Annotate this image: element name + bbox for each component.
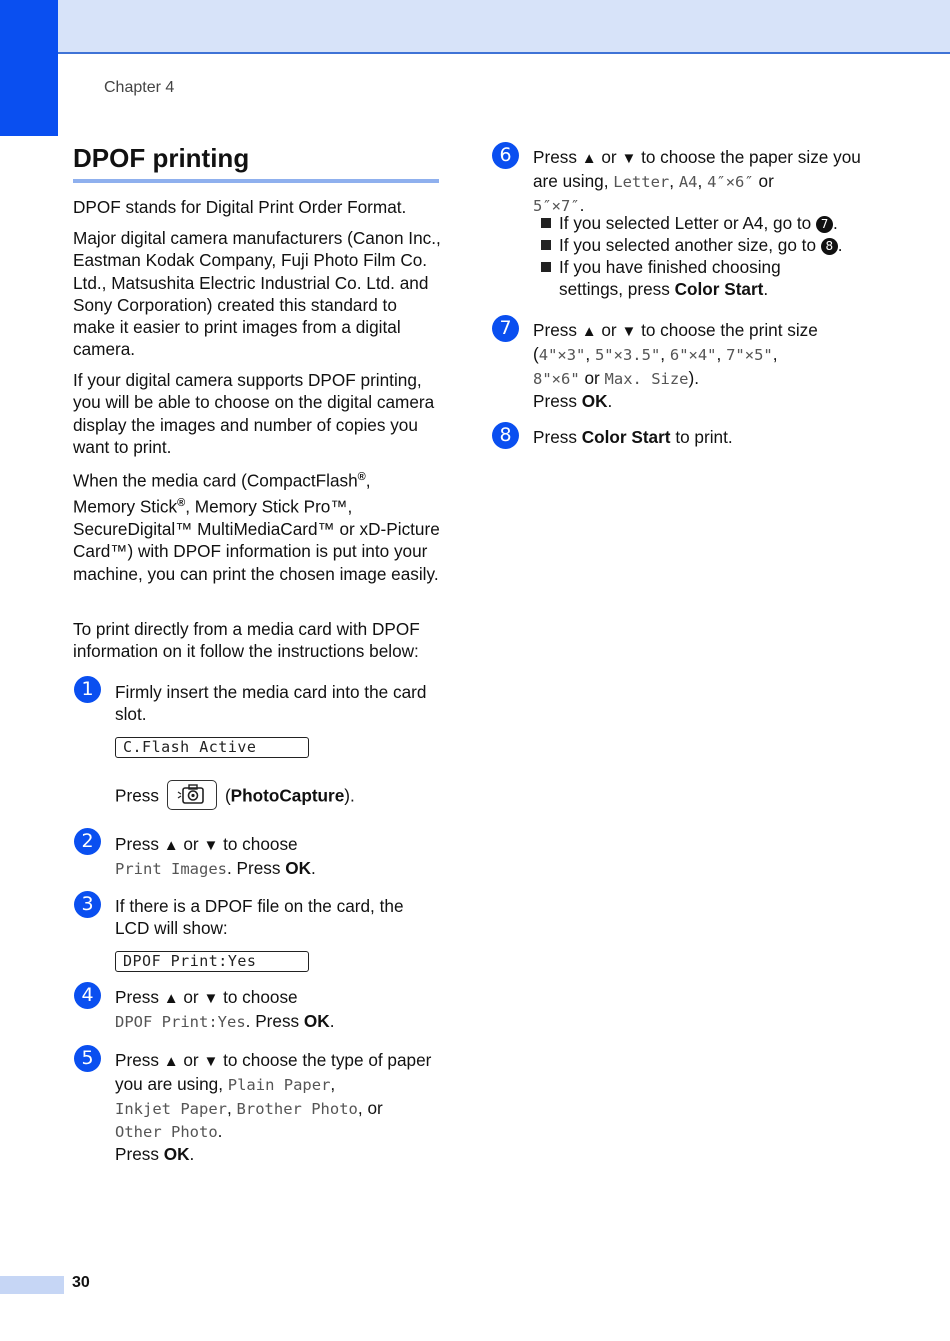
step-6-text: Press ▲ or ▼ to choose the paper size you are using, Letter, A4, 4″×6″ or 5″×7″. [533, 147, 861, 215]
step-4-text: Press ▲ or ▼ to choose DPOF Print:Yes. Press OK. [115, 987, 335, 1032]
chapter-tab [0, 0, 58, 136]
step-2-text: Press ▲ or ▼ to choose Print Images. Press OK. [115, 834, 316, 879]
page-number: 30 [72, 1274, 90, 1291]
intro-paragraph-1: DPOF stands for Digital Print Order Format. [73, 197, 407, 217]
intro-paragraph-4: When the media card (CompactFlash®, Memory Stick®, Memory Stick Pro™, SecureDigital™ MultiMediaCard™ or xD-Picture Card™) with DPOF information is put into your machine, you can print the chosen image easily. [73, 470, 440, 584]
step-number-3: 3 [74, 891, 101, 918]
step-6-bullet-3: If you have finished choosing settings, press Color Start. [541, 256, 781, 301]
header-band [0, 0, 950, 54]
step-3-text: If there is a DPOF file on the card, the LCD will show: [115, 896, 404, 939]
step-5-text: Press ▲ or ▼ to choose the type of paper you are using, Plain Paper, Inkjet Paper, Brother Photo, or Other Photo. Press OK. [115, 1050, 432, 1165]
step-number-1: 1 [74, 676, 101, 703]
lcd-display-cflash: C.Flash Active [115, 737, 309, 758]
step-number-4: 4 [74, 982, 101, 1009]
page-title: DPOF printing [73, 143, 250, 173]
intro-paragraph-3: If your digital camera supports DPOF printing, you will be able to choose on the digital camera display the images and number of copies you want to print. [73, 370, 435, 457]
title-underline [73, 179, 439, 183]
step-6-bullet-1: If you selected Letter or A4, go to 7 . [541, 212, 838, 234]
camera-icon [168, 781, 216, 809]
step-8-reference[interactable]: 8 [821, 238, 838, 255]
step-number-6: 6 [492, 142, 519, 169]
step-1-text: Firmly insert the media card into the card slot. [115, 682, 427, 725]
step-number-5: 5 [74, 1045, 101, 1072]
step-7-text: Press ▲ or ▼ to choose the print size (4"×3", 5"×3.5", 6"×4", 7"×5", 8"×6" or Max. Size). Press OK. [533, 320, 818, 411]
step-1-press-line: Press (PhotoCapture). [115, 782, 355, 812]
step-number-2: 2 [74, 828, 101, 855]
step-7-reference[interactable]: 7 [816, 216, 833, 233]
photocapture-button[interactable] [167, 780, 217, 810]
chapter-label: Chapter 4 [104, 79, 175, 96]
intro-paragraph-2: Major digital camera manufacturers (Canon Inc., Eastman Kodak Company, Fuji Photo Film Co. Ltd., Matsushita Electric Industrial Co. Ltd. and Sony Corporation) created this standard to make it easier to print images from a digital camera. [73, 228, 441, 360]
page-number-bar [0, 1276, 64, 1294]
step-8-text: Press Color Start to print. [533, 427, 733, 447]
intro-paragraph-5: To print directly from a media card with DPOF information on it follow the instructions below: [73, 619, 420, 662]
step-6-bullet-2: If you selected another size, go to 8 . [541, 234, 843, 256]
lcd-display-dpof: DPOF Print:Yes [115, 951, 309, 972]
step-number-8: 8 [492, 422, 519, 449]
step-number-7: 7 [492, 315, 519, 342]
